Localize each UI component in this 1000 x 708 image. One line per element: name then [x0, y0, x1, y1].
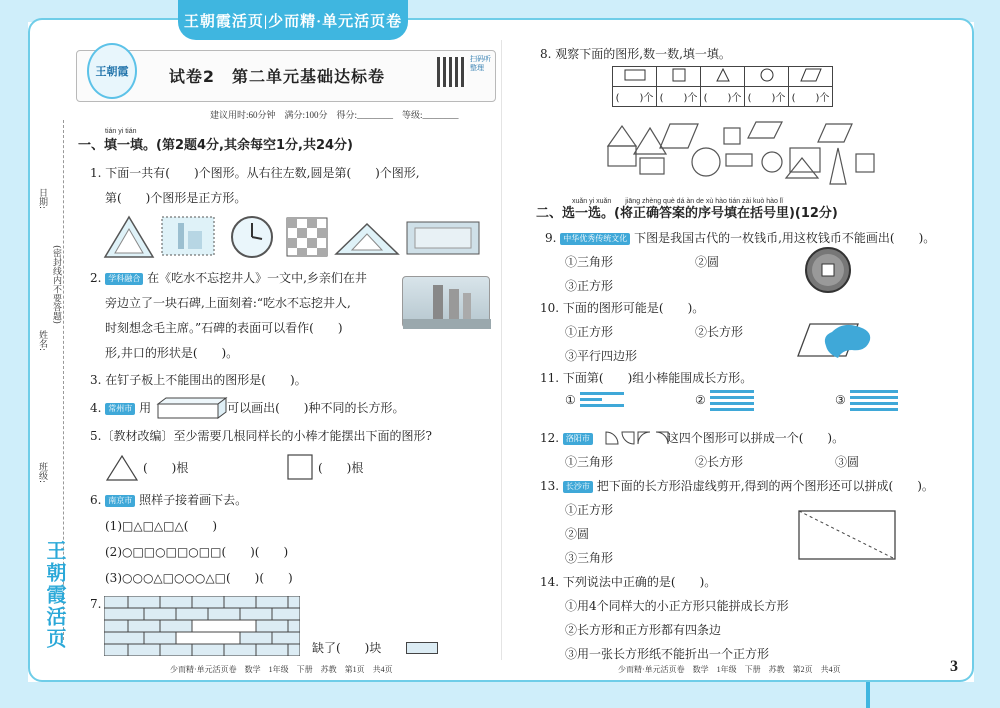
clock-icon: [230, 215, 274, 259]
q4-tag: 常州市: [105, 403, 135, 415]
frame-right: [974, 0, 1000, 708]
section-1-title: 一、填一填。(第2题4分,其余每空1分,共24分): [78, 138, 353, 153]
qr-code-icon[interactable]: [437, 57, 467, 87]
q14-opt1: ①用4个同样大的小正方形只能拼成长方形: [565, 599, 789, 613]
q6-3: (3)○○○△□○○○△□( )( ): [105, 571, 293, 585]
top-banner: 王朝霞活页|少而精·单元活页卷: [178, 0, 408, 40]
q6: 6. 南京市 照样子接着画下去。: [90, 493, 248, 507]
q9-opt2: ②圆: [695, 255, 720, 269]
q5-answer-b: ( )根: [318, 461, 364, 475]
q8-count-1: ( )个: [613, 87, 657, 107]
q5: 5.〔教材改编〕至少需要几根同样长的小棒才能摆出下面的图形?: [90, 429, 432, 443]
q12-opt1: ①三角形: [565, 455, 614, 469]
triangle-ruler-icon: [103, 215, 155, 259]
q4-text2: 可以画出( )种不同的长方形。: [227, 401, 405, 415]
right-footer: 少而精·单元活页卷 数学 1年级 下册 苏教 第2页 共4页: [618, 665, 841, 674]
q12-opt2: ②长方形: [695, 455, 744, 469]
test-title: 试卷2 第二单元基础达标卷: [168, 67, 386, 86]
q13-tag: 长沙市: [563, 481, 593, 493]
column-divider: [501, 40, 502, 660]
q5-answer-a: ( )根: [143, 461, 189, 475]
q13-opt2: ②圆: [565, 527, 590, 541]
stick: [710, 390, 754, 393]
sec1-pinyin: tián yi tián: [105, 128, 137, 135]
q13: 13. 长沙市 把下面的长方形沿虚线剪开,得到的两个图形还可以拼成( )。: [540, 479, 934, 493]
quarter-pieces-icon: [604, 430, 672, 446]
page-number: 3: [950, 658, 958, 675]
covered-shape-figure: [796, 320, 876, 360]
class-label: 班级:: [37, 462, 47, 484]
brick-wall-figure: [104, 596, 300, 656]
q10-opt2: ②长方形: [695, 325, 744, 339]
q13-text: 把下面的长方形沿虚线剪开,得到的两个图形还可以拼成( )。: [596, 479, 934, 493]
q6-text: 照样子接着画下去。: [139, 493, 248, 507]
stick: [850, 396, 898, 399]
q10-opt1: ①正方形: [565, 325, 614, 339]
q2-line1: 2. 学科融合 在《吃水不忘挖井人》一文中,乡亲们在井: [90, 271, 367, 285]
banknote-icon: [405, 220, 481, 256]
q9-text: 下图是我国古代的一枚钱币,用这枚钱币不能画出( )。: [634, 231, 936, 245]
q1-line2: 第( )个图形是正方形。: [105, 191, 247, 205]
q2-line2: 旁边立了一块石碑,上面刻着:“吃水不忘挖井人,: [105, 296, 351, 310]
q4: 4. 常州市 用 可以画出( )种不同的长方形。: [90, 401, 405, 415]
qr-label: 扫码听整理: [470, 55, 491, 72]
bottom-accent-bar: [866, 682, 870, 708]
q11: 11. 下面第( )组小棒能围成长方形。: [540, 371, 753, 385]
brand-vertical: 王朝霞活页: [43, 540, 65, 650]
q8: 8. 观察下面的图形,数一数,填一填。: [540, 47, 731, 61]
q6-1: (1)□△□△□△( ): [105, 519, 218, 533]
brick-icon: [406, 642, 438, 654]
q8-table: [612, 66, 833, 107]
q6-tag: 南京市: [105, 495, 135, 507]
q2-tag: 学科融合: [105, 273, 143, 285]
q9-opt3: ③正方形: [565, 279, 614, 293]
test-header: [76, 50, 496, 102]
q6-2: (2)○□□○□□○□□( )( ): [105, 545, 289, 559]
q10-opt3: ③平行四边形: [565, 349, 638, 363]
stone-tablet-photo: [402, 276, 490, 328]
stick: [710, 402, 754, 405]
stick: [850, 390, 898, 393]
q8-rect-icon: [613, 67, 657, 87]
stamp-icon: [160, 215, 216, 257]
square-figure: [287, 454, 313, 480]
stick: [710, 408, 754, 411]
q14-opt2: ②长方形和正方形都有四条边: [565, 623, 722, 637]
checkerboard-icon: [285, 216, 329, 258]
stick: [850, 408, 898, 411]
q12-opt3: ③圆: [835, 455, 860, 469]
test-info: 建议用时:60分钟 满分:100分 得分:________ 等级:________: [210, 110, 459, 120]
q2-text1: 在《吃水不忘挖井人》一文中,乡亲们在井: [147, 271, 367, 285]
sec2-pinyin: xuǎn yi xuǎn jiāng zhèng què dá àn de xù hào tián zài kuò hào lǐ: [572, 198, 783, 205]
q9-opt1: ①三角形: [565, 255, 614, 269]
set-square-icon: [334, 222, 400, 256]
q11-opt1: ①: [565, 393, 576, 407]
name-label: 姓名:: [37, 330, 47, 352]
q13-opt3: ③三角形: [565, 551, 614, 565]
ancient-coin-icon: [804, 246, 852, 294]
stick: [580, 398, 602, 401]
stick: [710, 396, 754, 399]
q8-square-icon: [657, 67, 701, 87]
q12: 12. 洛阳市 这四个图形可以拼成一个( )。: [540, 431, 845, 445]
date-label: 日期:: [37, 188, 47, 210]
q1-line1: 1. 下面一共有( )个图形。从右往左数,圆是第( )个图形,: [90, 166, 420, 180]
triangle-figure: [105, 454, 139, 482]
q8-shapes-figure: [606, 118, 876, 186]
q2-line3: 时刻想念毛主席。”石碑的表面可以看作( ): [105, 321, 343, 335]
frame-left: [0, 0, 28, 708]
q12-tag: 洛阳市: [563, 433, 593, 445]
stick: [580, 404, 624, 407]
q9: 9. 中华优秀传统文化 下图是我国古代的一枚钱币,用这枚钱币不能画出( )。: [545, 231, 936, 245]
cuboid-icon: [156, 396, 228, 420]
q7: 7.: [90, 597, 102, 611]
q8-count-4: ( )个: [745, 87, 789, 107]
frame-bottom: [0, 682, 1000, 708]
q14: 14. 下列说法中正确的是( )。: [540, 575, 717, 589]
q12-text: 这四个图形可以拼成一个( )。: [666, 431, 845, 445]
stick: [580, 392, 624, 395]
stick: [850, 402, 898, 405]
brand-logo: 王朝霞: [87, 43, 137, 99]
seal-note: (密封线内不要答题): [51, 245, 61, 325]
q14-opt3: ③用一张长方形纸不能折出一个正方形: [565, 647, 770, 661]
q8-triangle-icon: [701, 67, 745, 87]
q8-count-3: ( )个: [701, 87, 745, 107]
q8-circle-icon: [745, 67, 789, 87]
cut-rectangle-figure: [798, 510, 896, 560]
q8-count-5: ( )个: [789, 87, 833, 107]
q10: 10. 下面的图形可能是( )。: [540, 301, 705, 315]
q11-opt3: ③: [835, 393, 846, 407]
q11-opt2: ②: [695, 393, 706, 407]
q8-count-2: ( )个: [657, 87, 701, 107]
q3: 3. 在钉子板上不能围出的图形是( )。: [90, 373, 307, 387]
left-footer: 少而精·单元活页卷 数学 1年级 下册 苏教 第1页 共4页: [170, 665, 393, 674]
q7-answer: 缺了( )块: [312, 641, 382, 655]
q4-text1: 用: [139, 401, 152, 415]
q9-tag: 中华优秀传统文化: [560, 233, 630, 245]
q8-parallelogram-icon: [789, 67, 833, 87]
section-2-title: 二、选一选。(将正确答案的序号填在括号里)(12分): [536, 206, 838, 221]
q13-opt1: ①正方形: [565, 503, 614, 517]
q2-line4: 形,井口的形状是( )。: [105, 346, 239, 360]
